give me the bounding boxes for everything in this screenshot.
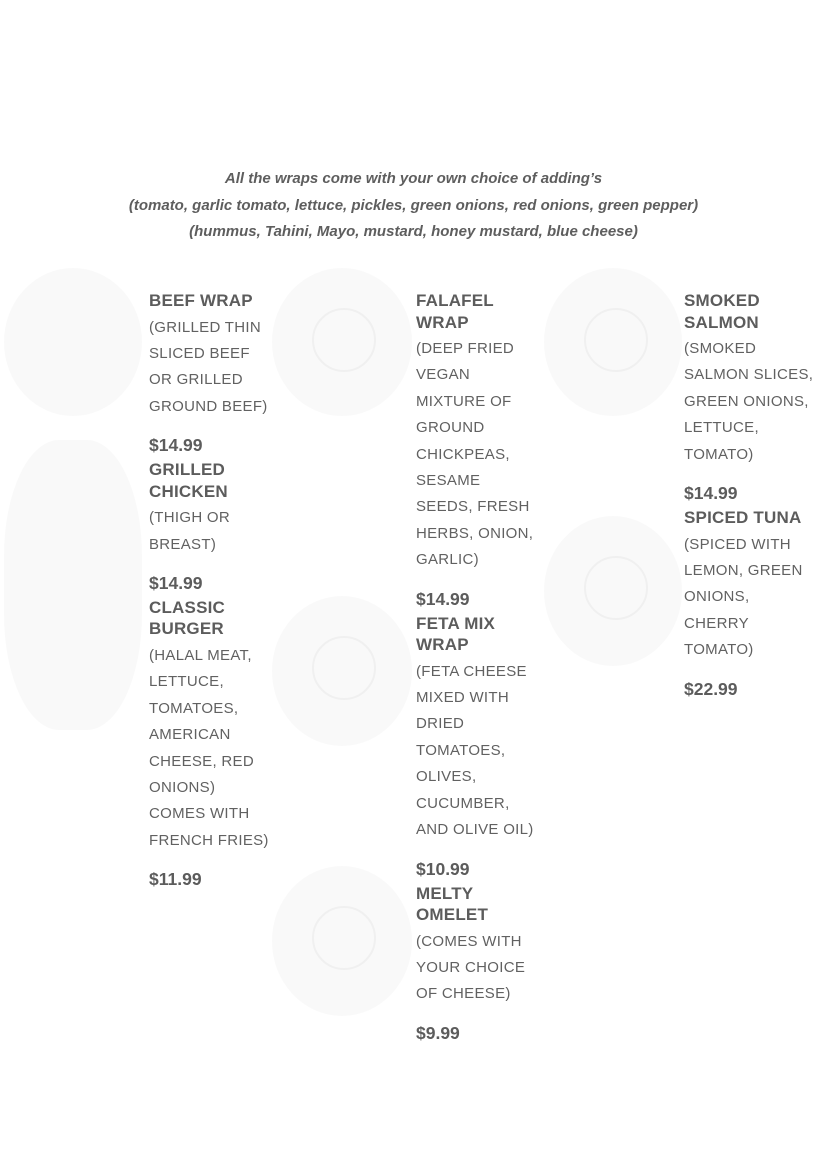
menu-item — [416, 613, 541, 880]
menu-column-1 — [149, 290, 274, 893]
item-price: $14.99 — [149, 435, 203, 456]
item-price: $14.99 — [684, 483, 738, 504]
item-name: FETA MIX WRAP — [416, 613, 496, 655]
menu-item — [416, 883, 541, 1044]
watermark-ring — [584, 556, 648, 620]
item-price: $14.99 — [149, 572, 203, 593]
item-price: $10.99 — [416, 858, 470, 879]
item-price: $11.99 — [149, 869, 202, 890]
menu-item — [684, 507, 814, 700]
item-description: (THIGH OR BREAST) — [149, 509, 231, 553]
watermark-ring — [584, 308, 648, 372]
item-name: FALAFEL WRAP — [416, 291, 494, 332]
menu-item — [149, 597, 274, 890]
item-description: (DEEP FRIED VEGAN MIXTURE OF GROUND CHICKPEAS, SESAME SEEDS, FRESH HERBS, ONION, GARLIC) — [416, 340, 534, 569]
watermark-disc — [4, 440, 142, 730]
item-description: (COMES WITH YOUR CHOICE OF CHEESE) — [416, 932, 526, 1003]
item-name: BEEF WRAP — [149, 291, 253, 310]
item-name: MELTY OMELET — [416, 883, 489, 924]
intro-line: All the wraps come with your own choice of adding’s — [224, 170, 603, 187]
item-name: SPICED TUNA — [684, 508, 802, 528]
item-description: (GRILLED THIN SLICED BEEF OR GRILLED GROUND BEEF) — [149, 318, 268, 415]
menu-item — [149, 290, 274, 456]
item-description: (SMOKED SALMON SLICES, GREEN ONIONS, LETTUCE, TOMATO) — [684, 340, 814, 463]
menu-item — [684, 290, 814, 504]
menu-column-2 — [416, 290, 541, 1047]
item-description: (SPICED WITH LEMON, GREEN ONIONS, CHERRY TOMATO) — [684, 535, 803, 659]
menu-item — [149, 459, 274, 594]
item-description: (FETA CHEESE MIXED WITH DRIED TOMATOES, OLIVES, CUCUMBER, AND OLIVE OIL) — [416, 662, 534, 839]
intro-additions-vegetables: (tomato, garlic tomato, lettuce, pickles, green onions, red onions, green pepper) — [128, 196, 699, 214]
item-price: $22.99 — [684, 678, 738, 699]
menu-item — [416, 290, 541, 610]
wrap-additions-note — [0, 166, 827, 246]
item-price: $9.99 — [416, 1022, 460, 1043]
intro-additions-sauces: (hummus, Tahini, Mayo, mustard, honey mustard, blue cheese) — [189, 223, 638, 240]
watermark-ring — [312, 636, 376, 700]
watermark-disc — [4, 268, 142, 416]
item-name: CLASSIC BURGER — [149, 597, 226, 639]
item-description: (HALAL MEAT, LETTUCE, TOMATOES, AMERICAN CHEESE, RED ONIONS) COMES WITH FRENCH FRIES) — [149, 646, 269, 849]
menu-column-3 — [684, 290, 814, 703]
watermark-ring — [312, 308, 376, 372]
item-name: SMOKED SALMON — [684, 291, 760, 332]
item-name: GRILLED CHICKEN — [149, 460, 228, 501]
watermark-ring — [312, 906, 376, 970]
item-price: $14.99 — [416, 588, 470, 609]
